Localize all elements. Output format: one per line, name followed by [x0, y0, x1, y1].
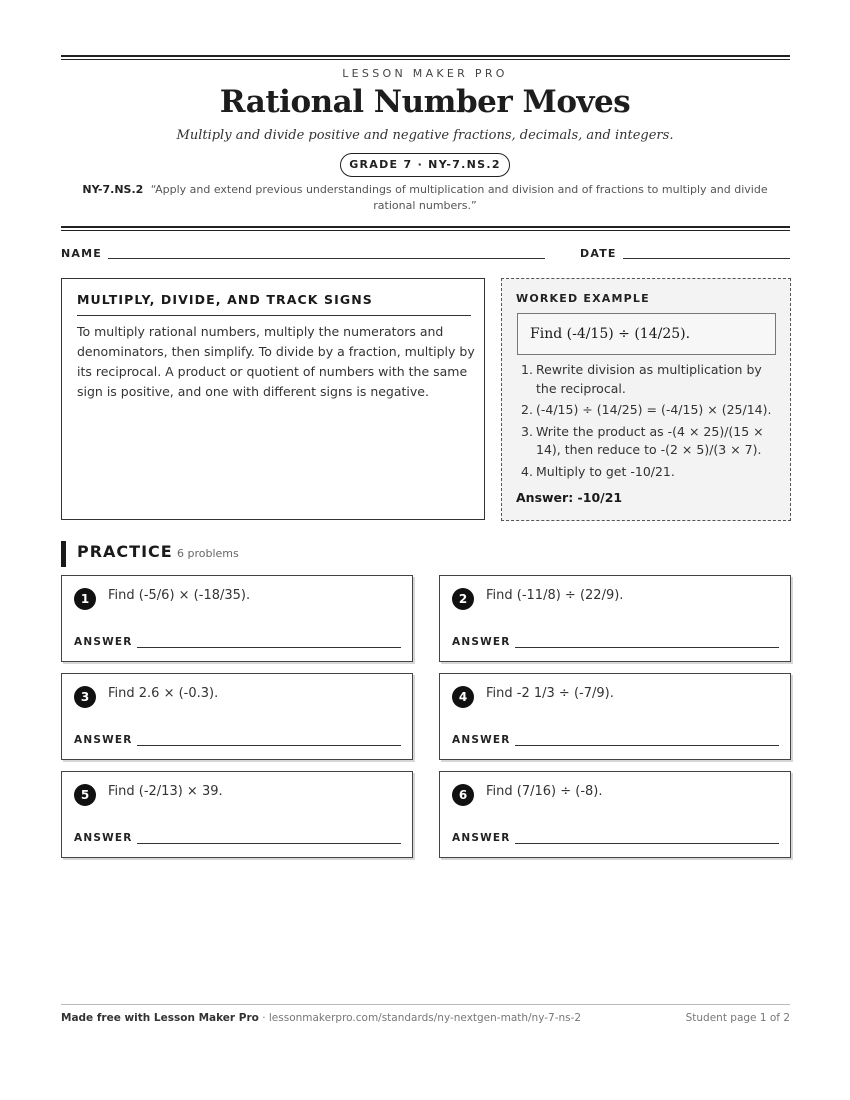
concept-heading: MULTIPLY, DIVIDE, AND TRACK SIGNS: [77, 292, 373, 307]
problem-number-badge: 6: [452, 784, 474, 806]
answer-label: ANSWER: [452, 734, 511, 746]
problem-text: Find (7/16) ÷ (-8).: [486, 784, 603, 799]
problem-card: [439, 673, 791, 760]
problem-card: [439, 771, 791, 858]
worked-example-problem: Find (-4/15) ÷ (14/25).: [517, 313, 776, 355]
problem-card: [61, 575, 413, 662]
worked-step: 3. Write the product as -(4 × 25)/(15 × 14), then reduce to -(2 × 5)/(3 × 7).: [521, 423, 764, 457]
problem-number-badge: 3: [74, 686, 96, 708]
worked-example-steps: [516, 361, 778, 484]
worked-example-answer: Answer: -10/21: [516, 490, 623, 505]
problem-number-badge: 5: [74, 784, 96, 806]
practice-accent-bar: [61, 541, 66, 567]
standard-code: NY-7.NS.2: [82, 183, 144, 196]
worked-step: 2. (-4/15) ÷ (14/25) = (-4/15) × (25/14).: [521, 402, 772, 417]
answer-label: ANSWER: [74, 636, 133, 648]
problem-number-badge: 1: [74, 588, 96, 610]
header-top-rule: [61, 55, 790, 60]
problem-number-badge: 4: [452, 686, 474, 708]
name-field[interactable]: [108, 258, 545, 259]
problem-card: [61, 771, 413, 858]
standard-text: “Apply and extend previous understandings of multiplication and division and of fractions to multiply and divide rational numbers.”: [150, 183, 768, 212]
problem-text: Find -2 1/3 ÷ (-7/9).: [486, 686, 614, 701]
answer-label: ANSWER: [74, 832, 133, 844]
header-bottom-rule: [61, 226, 790, 231]
name-label: NAME: [61, 247, 102, 260]
brand-name: LESSON MAKER PRO: [342, 67, 508, 80]
worksheet-subtitle: Multiply and divide positive and negative fractions, decimals, and integers.: [176, 128, 674, 143]
footer-credit: [61, 1012, 581, 1024]
problem-number-badge: 2: [452, 588, 474, 610]
answer-field[interactable]: [515, 647, 779, 648]
problem-card: [61, 673, 413, 760]
worked-example-box: [501, 278, 791, 521]
concept-divider: [77, 315, 471, 316]
problem-text: Find (-2/13) × 39.: [108, 784, 223, 799]
problem-card: [439, 575, 791, 662]
answer-field[interactable]: [137, 745, 401, 746]
answer-field[interactable]: [515, 745, 779, 746]
problem-text: Find (-5/6) × (-18/35).: [108, 588, 251, 603]
answer-label: ANSWER: [452, 636, 511, 648]
answer-field[interactable]: [137, 647, 401, 648]
worked-step: 1. Rewrite division as multiplication by the reciprocal.: [521, 362, 762, 396]
practice-count: 6 problems: [177, 547, 239, 560]
problem-text: Find (-11/8) ÷ (22/9).: [486, 588, 624, 603]
grade-standard-badge: GRADE 7 · NY-7.NS.2: [340, 153, 510, 177]
problem-text: Find 2.6 × (-0.3).: [108, 686, 219, 701]
worked-example-label: WORKED EXAMPLE: [516, 292, 650, 305]
practice-heading: PRACTICE: [77, 542, 173, 561]
date-label: DATE: [580, 247, 617, 260]
answer-field[interactable]: [515, 843, 779, 844]
answer-label: ANSWER: [74, 734, 133, 746]
footer-divider: [61, 1004, 790, 1005]
footer-made-with: Made free with Lesson Maker Pro: [61, 1012, 259, 1024]
footer-url-link[interactable]: · lessonmakerpro.com/standards/ny-nextgen-math/ny-7-ns-2: [258, 1012, 582, 1024]
concept-box: [61, 278, 485, 520]
worksheet-title: Rational Number Moves: [219, 84, 631, 120]
standard-description: [66, 182, 784, 214]
worked-step: 4. Multiply to get -10/21.: [521, 463, 675, 479]
concept-body: To multiply rational numbers, multiply the numerators and denominators, then simplify. To divide by a fraction, multiply by its reciprocal. A product or quotient of numbers with the same sign is positive, and one with different signs is negative.: [77, 324, 475, 399]
answer-field[interactable]: [137, 843, 401, 844]
page-indicator: Student page 1 of 2: [685, 1012, 790, 1024]
answer-label: ANSWER: [452, 832, 511, 844]
date-field[interactable]: [623, 258, 790, 259]
